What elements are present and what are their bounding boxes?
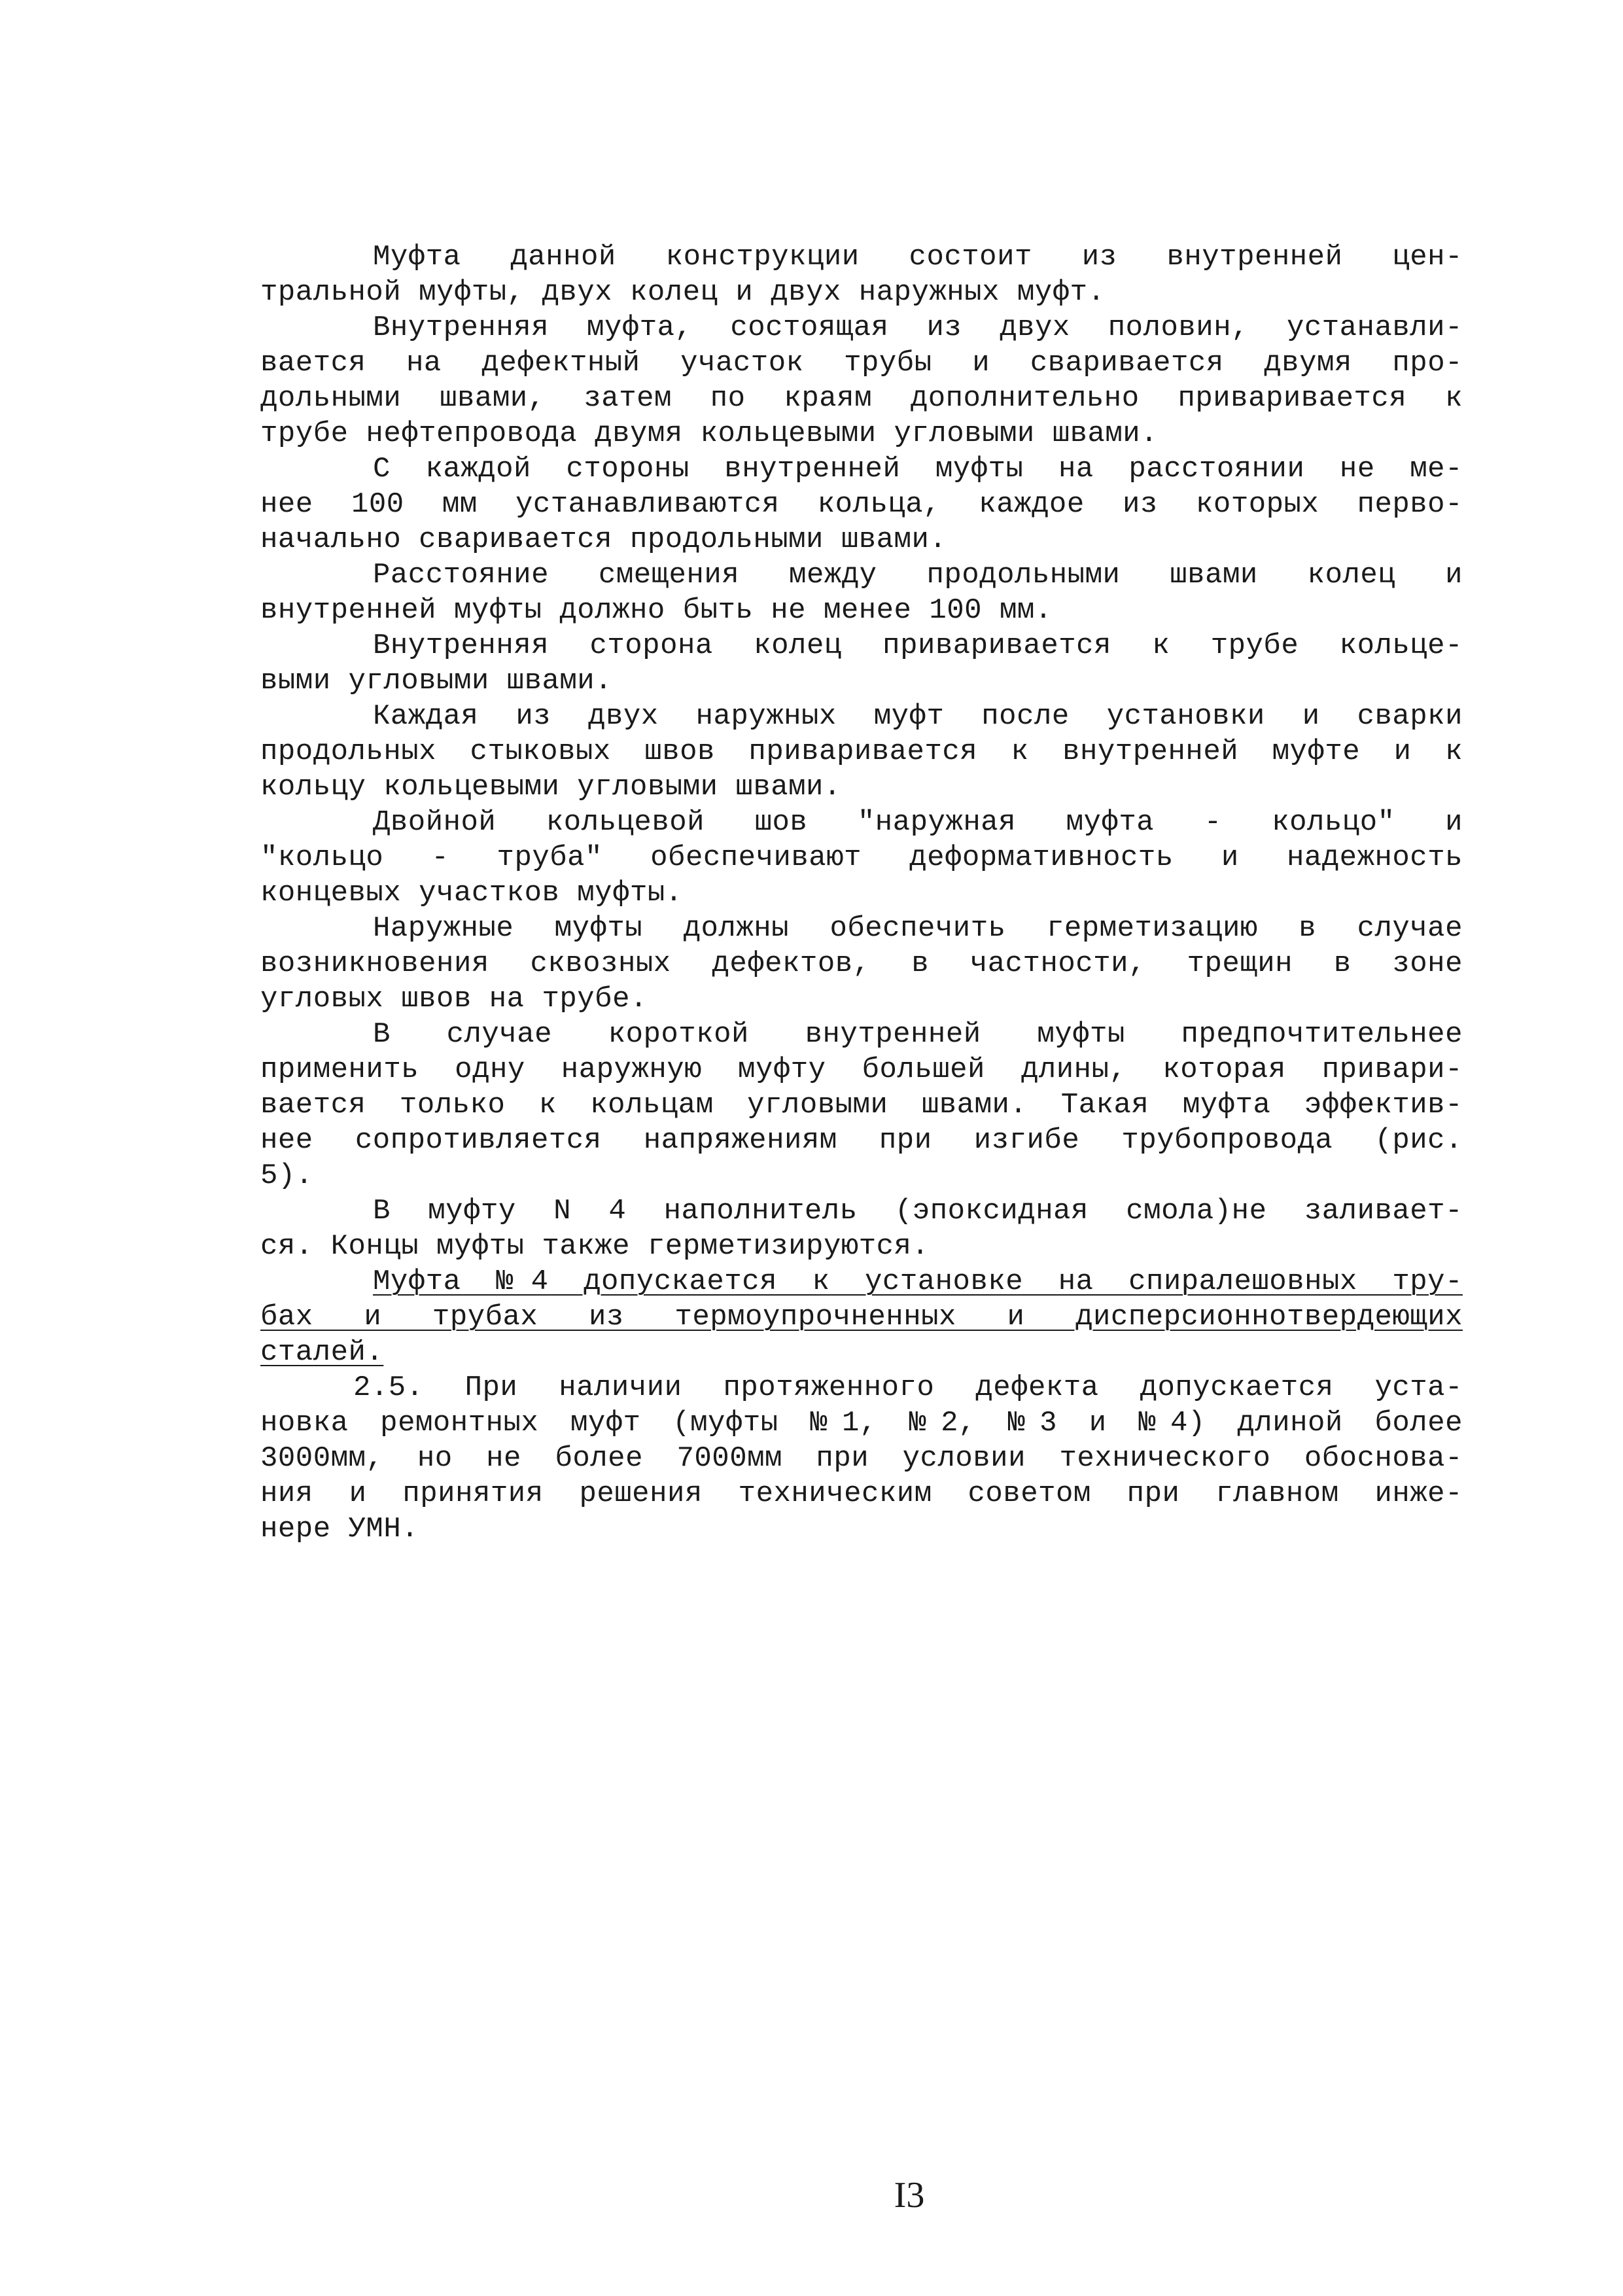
paragraph-6-line-3: кольцу кольцевыми угловыми швами.: [260, 771, 841, 804]
page-number: I3: [894, 2175, 925, 2216]
paragraph-8-line-1: Наружные муфты должны обеспечить герметизацию в случае: [373, 912, 1463, 945]
paragraph-9-line-5: 5).: [260, 1159, 313, 1192]
paragraph-2-line-2: вается на дефектный участок трубы и сваривается двумя про-: [260, 347, 1463, 380]
paragraph-9-line-4: нее сопротивляется напряжениям при изгибе трубопровода (рис.: [260, 1124, 1463, 1157]
paragraph-12-line-5: нере УМН.: [260, 1513, 419, 1545]
paragraph-5-line-1: Внутренняя сторона колец приваривается к трубе кольце-: [373, 629, 1463, 662]
paragraph-3-line-3: начально сваривается продольными швами.: [260, 523, 947, 556]
paragraph-7-line-3: концевых участков муфты.: [260, 877, 683, 910]
paragraph-7-line-1: Двойной кольцевой шов "наружная муфта - кольцо" и: [373, 806, 1463, 839]
paragraph-6-line-2: продольных стыковых швов приваривается к внутренней муфте и к: [260, 735, 1463, 768]
paragraph-5-line-2: выми угловыми швами.: [260, 665, 613, 698]
paragraph-10-line-2: ся. Концы муфты также герметизируются.: [260, 1230, 930, 1263]
paragraph-1-line-1: Муфта данной конструкции состоит из внутренней цен-: [373, 241, 1463, 274]
paragraph-9-line-1: В случае короткой внутренней муфты предпочтительнее: [373, 1018, 1463, 1051]
paragraph-8-line-3: угловых швов на трубе.: [260, 983, 648, 1016]
paragraph-11-line-2: бах и трубах из термоупрочненных и дисперсионнотвердеющих: [260, 1301, 1463, 1333]
paragraph-3-line-2: нее 100 мм устанавливаются кольца, каждое из которых перво-: [260, 488, 1463, 521]
paragraph-7-line-2: "кольцо - труба" обеспечивают деформативность и надежность: [260, 841, 1463, 874]
paragraph-3-line-1: С каждой стороны внутренней муфты на расстоянии не ме-: [373, 453, 1463, 486]
paragraph-1-line-2: тральной муфты, двух колец и двух наружных муфт.: [260, 276, 1106, 309]
paragraph-4-line-2: внутренней муфты должно быть не менее 100 мм.: [260, 594, 1053, 627]
paragraph-12-line-3: 3000мм, но не более 7000мм при условии технического обоснова-: [260, 1442, 1463, 1475]
paragraph-2-line-3: дольными швами, затем по краям дополнительно приваривается к: [260, 382, 1463, 415]
paragraph-11-line-1: Муфта №4 допускается к установке на спиралешовных тру-: [373, 1265, 1463, 1298]
paragraph-4-line-1: Расстояние смещения между продольными швами колец и: [373, 559, 1463, 592]
paragraph-12-line-1: 2.5. При наличии протяженного дефекта допускается уста-: [353, 1371, 1463, 1404]
paragraph-10-line-1: В муфту N 4 наполнитель (эпоксидная смола)не заливает-: [373, 1195, 1463, 1227]
paragraph-8-line-2: возникновения сквозных дефектов, в частности, трещин в зоне: [260, 947, 1463, 980]
paragraph-12-line-4: ния и принятия решения техническим советом при главном инже-: [260, 1477, 1463, 1510]
paragraph-9-line-2: применить одну наружную муфту большей длины, которая привари-: [260, 1053, 1463, 1086]
paragraph-12-line-2: новка ремонтных муфт (муфты №1, №2, №3 и №4) длиной более: [260, 1407, 1463, 1439]
paragraph-2-line-1: Внутренняя муфта, состоящая из двух половин, устанавли-: [373, 311, 1463, 344]
paragraph-11-line-3: сталей.: [260, 1336, 384, 1369]
body-text: [260, 239, 1463, 1547]
paragraph-6-line-1: Каждая из двух наружных муфт после установки и сварки: [373, 700, 1463, 733]
paragraph-9-line-3: вается только к кольцам угловыми швами. Такая муфта эффектив-: [260, 1089, 1463, 1122]
paragraph-2-line-4: трубе нефтепровода двумя кольцевыми угловыми швами.: [260, 417, 1159, 450]
